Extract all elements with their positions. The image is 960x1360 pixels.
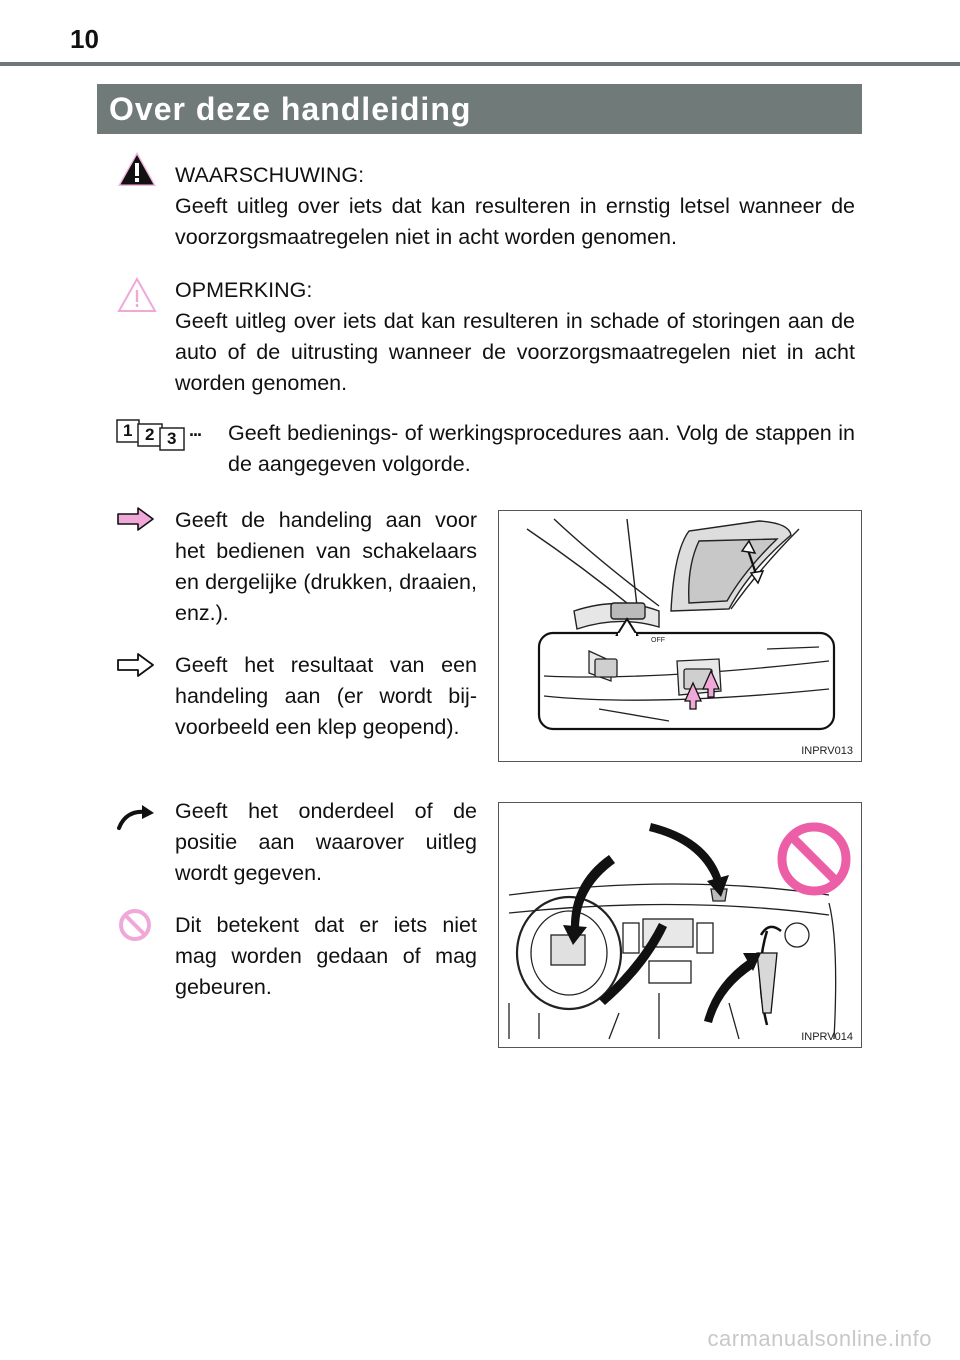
outline-arrow-icon bbox=[116, 652, 156, 678]
notice-text: Geeft uitleg over iets dat kan resulteren in schade of storingen aan de auto of de uitrusting wanneer de voorzorgsmaatregelen niet in acht worden genomen. bbox=[175, 309, 855, 395]
figure-code-2: INPRV014 bbox=[801, 1031, 853, 1043]
section-title: Over deze handleiding bbox=[97, 84, 862, 134]
prohibited-icon bbox=[118, 908, 152, 942]
notice-heading: OPMERKING: bbox=[175, 278, 313, 302]
off-label: OFF bbox=[651, 637, 665, 644]
pink-arrow-icon bbox=[116, 506, 156, 532]
step-number-1: 1 bbox=[123, 421, 133, 440]
result-text: Geeft het resultaat van een handeling aan (er wordt bijvoorbeeld een klep geopend). bbox=[175, 653, 477, 739]
overhead-console-illustration bbox=[499, 511, 862, 762]
watermark: carmanualsonline.info bbox=[707, 1326, 932, 1351]
warning-heading: WAARSCHUWING: bbox=[175, 163, 365, 187]
step-number-2: 2 bbox=[145, 425, 155, 444]
dashboard-illustration bbox=[499, 803, 862, 1048]
warning-text: Geeft uitleg over iets dat kan resulteren in ernstig letsel wanneer de voorzorgsmaatregelen niet in acht worden genomen. bbox=[175, 194, 855, 249]
figure-dashboard bbox=[498, 802, 862, 1048]
steps-text: Geeft bedienings- of werkingsprocedures aan. Volg de stappen in de aangegeven volgorde. bbox=[228, 421, 855, 476]
position-text: Geeft het onderdeel of de positie aan waarover uitleg wordt gegeven. bbox=[175, 799, 477, 885]
step-number-3: 3 bbox=[167, 429, 177, 448]
step-ellipsis: ... bbox=[189, 420, 202, 440]
page-number: 10 bbox=[70, 24, 99, 54]
figure-code-1: INPRV013 bbox=[801, 745, 853, 757]
figure-overhead-console bbox=[498, 510, 862, 762]
notice-triangle-icon bbox=[116, 276, 158, 314]
prohibited-text: Dit betekent dat er iets niet mag worden gedaan of mag gebeuren. bbox=[175, 913, 477, 999]
step-numbers-icon bbox=[116, 418, 216, 452]
notice-description bbox=[175, 275, 855, 399]
warning-description bbox=[175, 160, 855, 253]
operation-text: Geeft de handeling aan voor het bedienen van schakelaars en dergelijke (drukken, draaien, enz.). bbox=[175, 508, 477, 625]
warning-triangle-icon bbox=[116, 150, 158, 188]
header-rule bbox=[0, 62, 960, 66]
curved-pointer-arrow-icon bbox=[116, 802, 156, 832]
